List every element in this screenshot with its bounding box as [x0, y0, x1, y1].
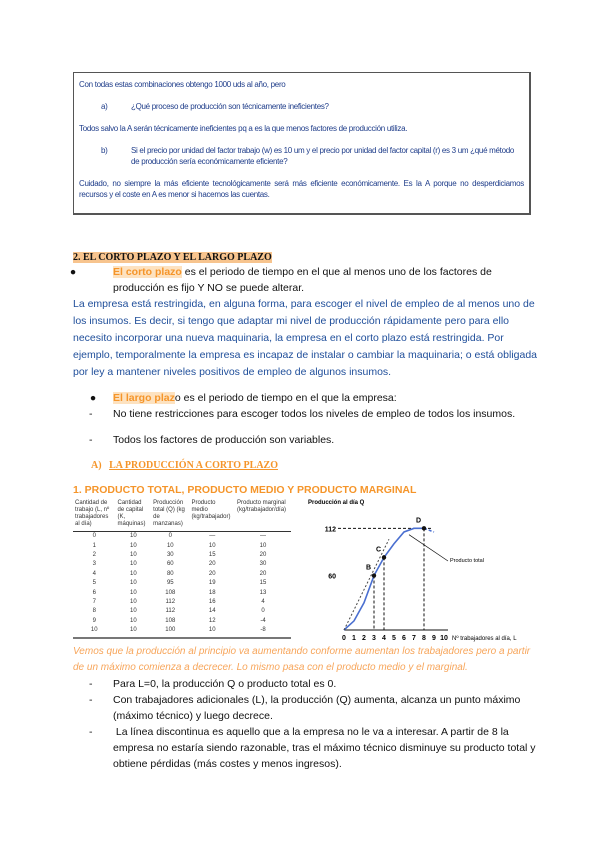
- point-label: C: [376, 546, 382, 554]
- section-title: 2. EL CORTO PLAZO Y EL LARGO PLAZO: [73, 252, 272, 263]
- x-tick-label: 3: [372, 635, 376, 642]
- table-cell: 112: [165, 598, 176, 605]
- table-cell: 0: [92, 533, 96, 540]
- table-cell: 10: [208, 542, 216, 549]
- table-cell: 15: [259, 580, 267, 587]
- table-cell: 10: [129, 561, 137, 568]
- table-cell: 100: [165, 627, 176, 634]
- question-b: Si el precio por unidad del factor trabajo (w) es 10 um y el precio por unidad del factor capital (r) es 3 um ¿qué método de producción sería económicamente eficiente?: [131, 146, 515, 166]
- annotation: Producto total: [450, 557, 484, 564]
- table-row: [73, 560, 291, 569]
- table-row: [73, 569, 291, 578]
- exercise-box: [73, 72, 531, 215]
- subsection-1-title: 1. PRODUCTO TOTAL, PRODUCTO MEDIO Y PRODUCTO MARGINAL: [73, 484, 417, 496]
- table-cell: 112: [165, 608, 176, 615]
- table-cell: 10: [129, 617, 137, 624]
- x-tick-label: 2: [362, 635, 366, 642]
- y-tick-label: 60: [328, 573, 336, 581]
- table-cell: 7: [92, 598, 96, 605]
- table-cell: 19: [208, 580, 216, 587]
- table-cell: 20: [208, 561, 216, 568]
- table-cell: 10: [208, 627, 216, 634]
- table-row: [73, 541, 291, 550]
- y-tick-label: 112: [324, 526, 336, 534]
- x-tick-label: 0: [342, 635, 346, 642]
- x-axis-label: Nº trabajadores al día, L: [452, 636, 517, 642]
- table-header: Producto marginal (kg/trabajador/día): [235, 500, 291, 532]
- table-header: Producto medio (kg/trabajador): [189, 500, 235, 532]
- list-item-text: Para L=0, la producción Q o producto total es 0.: [113, 678, 337, 690]
- table-cell: 60: [166, 561, 174, 568]
- table-cell: 10: [129, 589, 137, 596]
- list-item: - Con trabajadores adicionales (L), la producción (Q) aumenta, alcanza un punto máximo (máximo técnico) y luego decrece.: [89, 694, 521, 722]
- table-cell: 1: [92, 542, 96, 549]
- corto-plazo-explanation: La empresa está restringida, en alguna forma, para escoger el nivel de empleo de al menos uno de los insumos. Es decir, si tengo que adaptar mi nivel de producción rápidamente pero para ello necesito incorporar una nueva maquinaria, la empresa en el corto plazo está restringida. Por ejemplo, temporalmente la empresa es incapaz de instalar o cambiar la maquinaria; o está obligada por ley a mantener niveles positivos de empleo de algunos insumos.: [73, 298, 538, 378]
- annotation-leader: [409, 535, 448, 561]
- table-row: [73, 578, 291, 587]
- table-row: [73, 607, 291, 616]
- table-cell: 13: [259, 589, 267, 596]
- table-cell: 0: [261, 608, 265, 615]
- x-tick-label: 10: [440, 635, 448, 642]
- table-cell: 15: [208, 551, 216, 558]
- x-tick-label: 8: [422, 635, 426, 642]
- table-cell: -4: [260, 617, 266, 624]
- table-cell: 10: [166, 542, 174, 549]
- y-axis-label: Producción al día Q: [308, 500, 365, 506]
- point-label: D: [416, 517, 422, 525]
- sub-a-label: A): [91, 460, 102, 471]
- table-cell: 12: [208, 617, 216, 624]
- sub-a-title: LA PRODUCCIÓN A CORTO PLAZO: [109, 460, 278, 471]
- table-cell: 16: [208, 598, 216, 605]
- table-header: Producción total (Q) (kg de manzanas): [151, 500, 189, 532]
- table-cell: 10: [259, 542, 267, 549]
- data-point: [372, 573, 376, 577]
- list-item-text: Con trabajadores adicionales (L), la producción (Q) aumenta, alcanza un punto máximo (máximo técnico) y luego decrece.: [113, 694, 521, 722]
- table-cell: 95: [166, 580, 174, 587]
- lp-item: No tiene restricciones para escoger todos los niveles de empleo de todos los insumos.: [113, 408, 516, 420]
- x-tick-label: 6: [402, 635, 406, 642]
- list-item: - La línea discontinua es aquello que a la empresa no le va a interesar. A partir de 8 la empresa no estaría siendo razonable, tras el máximo técnico disminuye su producto total y obtiene pérdidas (más costes y menos ingresos).: [89, 726, 536, 770]
- table-cell: 10: [90, 627, 98, 634]
- table-row: [73, 616, 291, 625]
- table-row: [73, 597, 291, 606]
- data-point: [382, 555, 386, 559]
- table-cell: 6: [92, 589, 96, 596]
- table-cell: 20: [259, 551, 267, 558]
- lp-item: Todos los factores de producción son variables.: [113, 434, 335, 446]
- table-row: [73, 550, 291, 559]
- table-cell: 0: [168, 533, 172, 540]
- table-cell: 18: [208, 589, 216, 596]
- table-cell: 4: [261, 598, 265, 605]
- x-tick-label: 1: [352, 635, 356, 642]
- answer-a: Todos salvo la A serán técnicamente ineficientes pq a es la que menos factores de producción utiliza.: [79, 124, 408, 133]
- total-product-chart: [300, 492, 540, 642]
- x-tick-label: 5: [392, 635, 396, 642]
- qa-label: a): [101, 102, 108, 111]
- question-a: ¿Qué proceso de producción son técnicamente ineficientes?: [131, 102, 329, 111]
- corto-plazo-def: es el periodo de tiempo en el que al menos uno de los factores de producción es fijo Y NO se puede alterar.: [113, 266, 492, 294]
- qb-label: b): [101, 146, 108, 155]
- table-cell: 108: [165, 617, 176, 624]
- tangent-line: [344, 539, 389, 630]
- largo-plazo-def: o es el periodo de tiempo en el que la empresa:: [174, 392, 397, 404]
- table-cell: 108: [165, 589, 176, 596]
- table-cell: 5: [92, 580, 96, 587]
- table-cell: 10: [129, 580, 137, 587]
- table-cell: 10: [129, 542, 137, 549]
- production-table-figure: [73, 500, 291, 639]
- table-cell: 2: [92, 551, 96, 558]
- table-cell: —: [209, 533, 216, 540]
- table-row: [73, 588, 291, 597]
- table-cell: 9: [92, 617, 96, 624]
- table-cell: 30: [259, 561, 267, 568]
- table-cell: 80: [166, 570, 174, 577]
- intro: Con todas estas combinaciones obtengo 1000 uds al año, pero: [79, 80, 286, 89]
- table-header: Cantidad de trabajo (L, nº trabajadores al día): [73, 500, 116, 532]
- point-label: B: [366, 564, 372, 572]
- table-cell: 20: [259, 570, 267, 577]
- table-cell: 3: [92, 561, 96, 568]
- summary-note: Vemos que la producción al principio va aumentando conforme aumentan los trabajadores pero a partir de un máximo comienza a decrecer. Lo mismo pasa con el producto medio y el marginal.: [73, 646, 531, 673]
- table-cell: -8: [260, 627, 266, 634]
- data-point: [422, 526, 426, 530]
- x-tick-label: 7: [412, 635, 416, 642]
- table-cell: 14: [208, 608, 216, 615]
- table-cell: 30: [166, 551, 174, 558]
- table-cell: 10: [129, 627, 137, 634]
- table-cell: 10: [129, 608, 137, 615]
- table-cell: 10: [129, 551, 137, 558]
- x-tick-label: 4: [382, 635, 386, 642]
- table-cell: —: [260, 533, 266, 540]
- table-cell: 10: [129, 570, 137, 577]
- table-cell: 10: [129, 533, 137, 540]
- x-tick-label: 9: [432, 635, 436, 642]
- table-cell: 20: [208, 570, 216, 577]
- list-item-text: La línea discontinua es aquello que a la empresa no le va a interesar. A partir de 8 la empresa no estaría siendo razonable, tras el máximo técnico disminuye su producto total y obtiene pérdidas (más costes y menos ingresos).: [113, 726, 536, 770]
- largo-plazo-term: El largo plaz: [113, 392, 175, 404]
- table-cell: 4: [92, 570, 96, 577]
- table-header: Cantidad de capital (K, máquinas): [116, 500, 152, 532]
- list-item: - Para L=0, la producción Q o producto total es 0.: [89, 678, 337, 690]
- production-table: [73, 500, 291, 635]
- answer-b: Cuidado, no siempre la más eficiente tecnológicamente será más eficiente económicamente. Es la A porque no desperdiciamos recursos y el coste en A es menor si hacemos las cuentas.: [79, 179, 524, 199]
- table-row: [73, 532, 291, 541]
- table-row: [73, 625, 291, 634]
- corto-plazo-term: El corto plazo: [113, 266, 182, 278]
- table-cell: 10: [129, 598, 137, 605]
- table-cell: 8: [92, 608, 96, 615]
